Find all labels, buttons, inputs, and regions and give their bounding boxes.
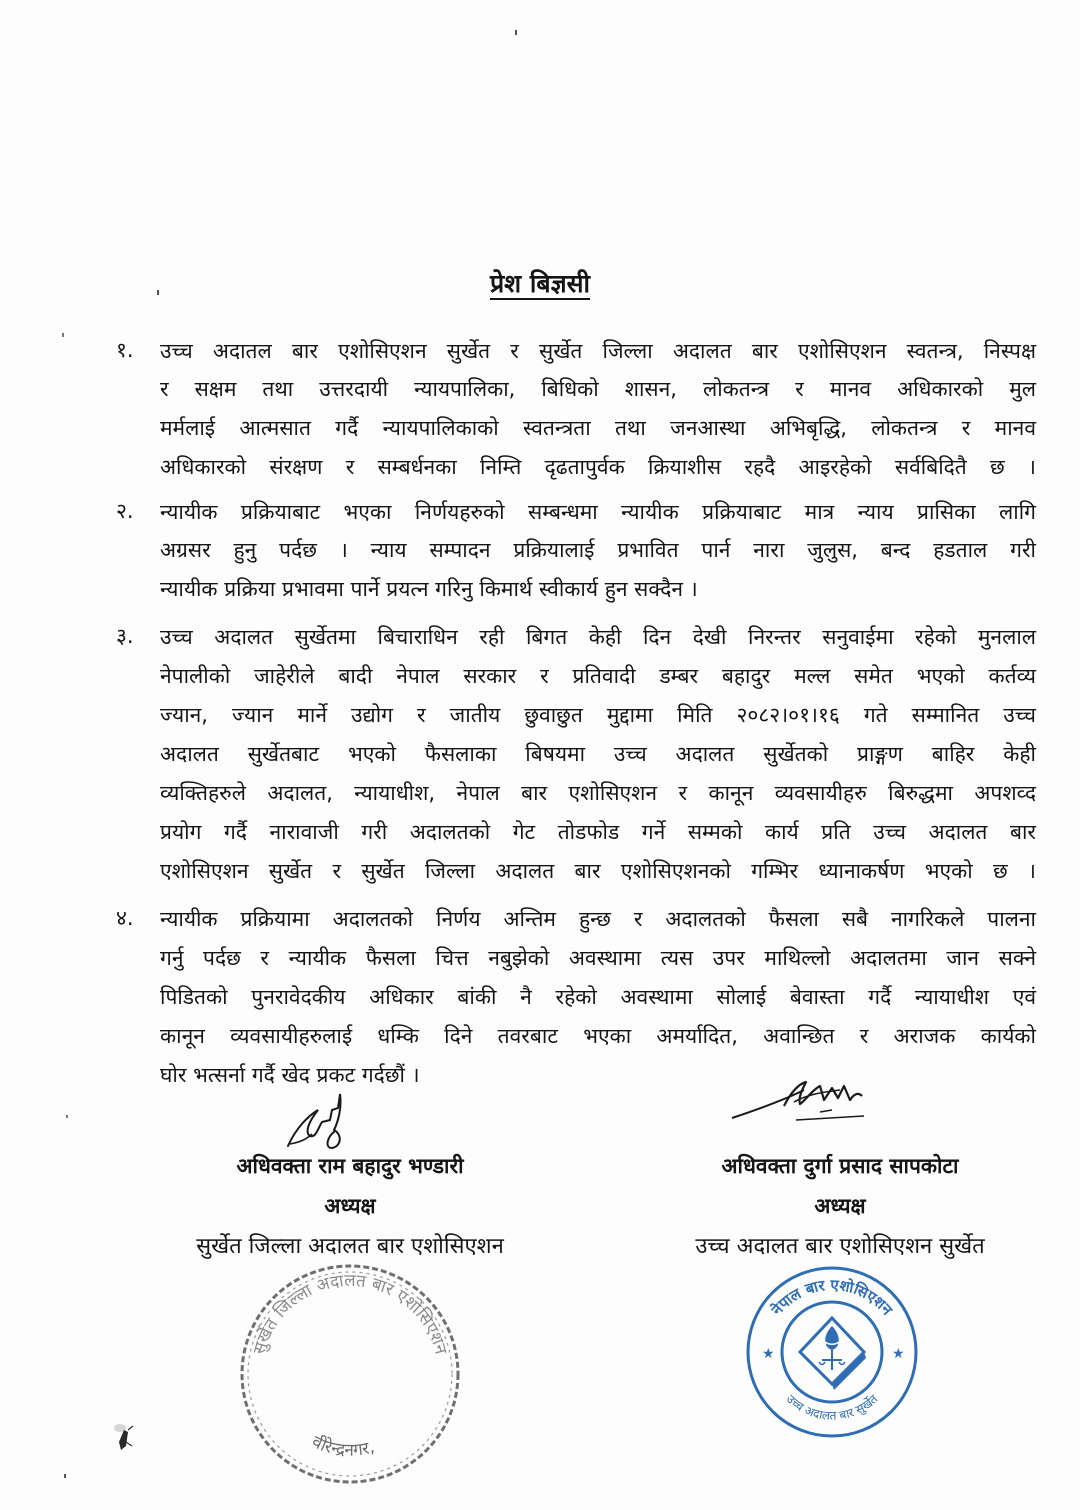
paragraph-line: नेपालीको जाहेरीले बादी नेपाल सरकार र प्रतिवादी डम्बर बहादुर मल्ल समेत भएको कर्तव्य bbox=[160, 664, 1036, 688]
document-title-text: प्रेश बिज्ञसी bbox=[489, 269, 591, 298]
document-title bbox=[0, 266, 1080, 300]
svg-text:वीरेन्द्रनगर, bbox=[309, 1431, 377, 1461]
paragraph-number: १. bbox=[116, 338, 134, 362]
signatory-right bbox=[650, 1152, 1030, 1260]
signatory-name: अधिवक्ता राम बहादुर भण्डारी bbox=[236, 1154, 464, 1178]
paragraph-line: पिडितको पुनरावेदकीय अधिकार बांकी नै रहेको अवस्थामा सोलाई बेवास्ता गर्दै न्यायाधीश एवं bbox=[160, 985, 1036, 1009]
stamp-right-bottom-text: उच्च अदालत बार सुर्खेत bbox=[783, 1391, 881, 1423]
paragraph-line: कानून व्यवसायीहरुलाई धम्कि दिने तवरबाट भएका अमर्यादित, अवान्छित र अराजक कार्यको bbox=[160, 1024, 1036, 1048]
scan-ink-blot bbox=[108, 1420, 138, 1460]
scan-speck bbox=[64, 1474, 66, 1478]
paragraph-number: २. bbox=[116, 499, 134, 523]
svg-text:सुर्खेत जिल्ला अदालत बार एशोसि bbox=[249, 1271, 450, 1357]
signatory-role: अध्यक्ष bbox=[814, 1194, 866, 1218]
signatory-left bbox=[150, 1152, 550, 1260]
paragraph-number: ४. bbox=[116, 906, 134, 930]
paragraph-line: एशोसिएशन सुर्खेत र सुर्खेत जिल्ला अदालत बार एशोसिएशनको गम्भिर ध्यानाकर्षण भएको छ । bbox=[160, 859, 1036, 883]
signature-left bbox=[282, 1088, 362, 1153]
paragraph-line: मर्मलाई आत्मसात गर्दै न्यायपालिकाको स्वतन्त्रता तथा जनआस्था अभिबृद्धि, लोकतन्त्र र मानव bbox=[160, 416, 1036, 440]
paragraph-line: उच्च अदातल बार एशोसिएशन सुर्खेत र सुर्खेत जिल्ला अदालत बार एशोसिएशन स्वतन्त्र, निस्पक्ष bbox=[160, 339, 1036, 363]
paragraph-number: ३. bbox=[116, 624, 134, 648]
stamp-star-right: ★ bbox=[892, 1346, 905, 1362]
signature-right bbox=[728, 1076, 878, 1126]
paragraph-line: ज्यान, ज्यान मार्ने उद्योग र जातीय छुवाछुत मुद्दामा मिति २०८२।०१।१६ गते सम्मानित उच्च bbox=[160, 703, 1036, 727]
stamp-left-top-text: सुर्खेत जिल्ला अदालत बार एशोसिएशन bbox=[249, 1270, 451, 1357]
paragraph-line: प्रयोग गर्दै नारावाजी गरी अदालतको गेट तोडफोड गर्ने सम्मको कार्य प्रति उच्च अदालत बार bbox=[160, 820, 1036, 844]
scan-speck bbox=[62, 333, 64, 337]
signatory-role: अध्यक्ष bbox=[324, 1194, 376, 1218]
paragraph-line: व्यक्तिहरुले अदालत, न्यायाधीश, नेपाल बार एशोसिएशन र कानून व्यवसायीहरु बिरुद्धमा अपशव्द bbox=[160, 781, 1036, 805]
stamp-right bbox=[742, 1262, 922, 1442]
paragraph-line: अदालत सुर्खेतबाट भएको फैसलाका बिषयमा उच्च अदालत सुर्खेतको प्राङ्गण बाहिर केही bbox=[160, 742, 1036, 766]
scales-of-justice-emblem-icon bbox=[800, 1318, 866, 1390]
scan-speck bbox=[66, 1115, 68, 1118]
scan-speck bbox=[157, 290, 159, 295]
paragraph-line: अग्रसर हुनु पर्दछ । न्याय सम्पादन प्रक्रियालाई प्रभावित पार्न नारा जुलुस, बन्द हडताल गरी bbox=[160, 538, 1036, 562]
paragraph-line: न्यायीक प्रक्रियाबाट भएका निर्णयहरुको सम्बन्धमा न्यायीक प्रक्रियाबाट मात्र न्याय प्रासिका लागि bbox=[160, 500, 1036, 524]
stamp-left bbox=[232, 1256, 468, 1492]
paragraph-line: उच्च अदालत सुर्खेतमा बिचाराधिन रही बिगत केही दिन देखी निरन्तर सनुवाईमा रहेको मुनलाल bbox=[160, 625, 1036, 649]
paragraph-line: अधिकारको संरक्षण र सम्बर्धनका निम्ति दृढतापुर्वक क्रियाशीस रहदै आइरहेको सर्वबिदितै छ । bbox=[160, 455, 1036, 479]
paragraph-line: र सक्षम तथा उत्तरदायी न्यायपालिका, बिधिको शासन, लोकतन्त्र र मानव अधिकारको मुल bbox=[160, 377, 1036, 401]
scan-speck bbox=[515, 30, 517, 35]
signatory-organization: उच्च अदालत बार एशोसिएशन सुर्खेत bbox=[695, 1234, 985, 1259]
stamp-left-bottom-text: वीरेन्द्रनगर, bbox=[308, 1432, 377, 1461]
stamp-right-top-text: नेपाल बार एशोसिएशन bbox=[767, 1275, 897, 1319]
signatory-name: अधिवक्ता दुर्गा प्रसाद सापकोटा bbox=[721, 1154, 959, 1178]
signatory-organization: सुर्खेत जिल्ला अदालत बार एशोसिएशन bbox=[196, 1234, 504, 1259]
paragraph-line: न्यायीक प्रक्रियामा अदालतको निर्णय अन्तिम हुन्छ र अदालतको फैसला सबै नागरिकले पालना bbox=[160, 907, 1036, 931]
stamp-star-left: ★ bbox=[762, 1346, 775, 1362]
svg-text:उच्च अदालत बार सुर्खेत bbox=[784, 1391, 882, 1423]
paragraph-line: घोर भत्सर्ना गर्दै खेद प्रकट गर्दछौं । bbox=[160, 1063, 420, 1087]
paragraph-line: गर्नु पर्दछ र न्यायीक फैसला चित्त नबुझेको अवस्थामा त्यस उपर माथिल्लो अदालतमा जान सक्ने bbox=[160, 946, 1036, 970]
paragraph-line: न्यायीक प्रक्रिया प्रभावमा पार्ने प्रयत्न गरिनु किमार्थ स्वीकार्य हुन सक्दैन । bbox=[160, 577, 698, 601]
